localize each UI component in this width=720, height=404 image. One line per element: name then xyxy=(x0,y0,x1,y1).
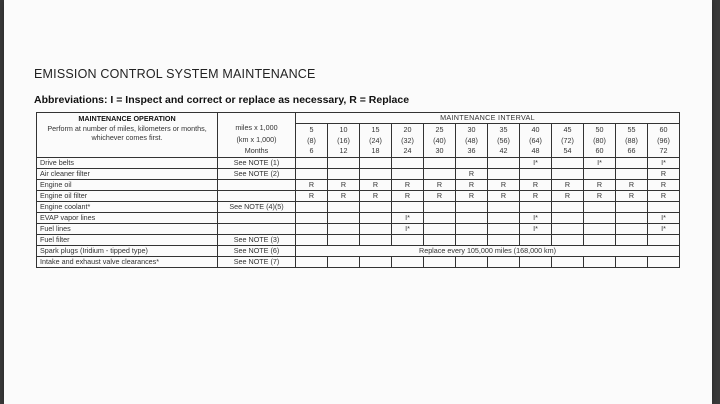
interval-mark-cell xyxy=(520,234,552,245)
interval-column-0 xyxy=(296,124,328,158)
interval-mark-cell xyxy=(648,201,680,212)
interval-km: (72) xyxy=(561,135,574,145)
interval-miles: 40 xyxy=(531,125,540,134)
interval-months: 18 xyxy=(371,146,380,155)
item-name-cell: Intake and exhaust valve clearances* xyxy=(37,256,218,267)
interval-mark-cell xyxy=(488,234,520,245)
interval-mark-cell xyxy=(616,234,648,245)
interval-mark-cell xyxy=(328,201,360,212)
interval-months: 54 xyxy=(563,146,572,155)
interval-mark-cell xyxy=(488,223,520,234)
interval-mark-cell: R xyxy=(424,190,456,201)
interval-mark-cell xyxy=(424,168,456,179)
item-note-cell xyxy=(218,212,296,223)
item-note-cell: See NOTE (7) xyxy=(218,256,296,267)
interval-months: 72 xyxy=(659,146,668,155)
interval-km: (64) xyxy=(529,135,542,145)
units-km: (km x 1,000) xyxy=(236,134,277,144)
interval-km: (56) xyxy=(497,135,510,145)
interval-mark-cell xyxy=(392,201,424,212)
interval-months: 6 xyxy=(309,146,314,155)
interval-mark-cell: R xyxy=(648,190,680,201)
interval-mark-cell xyxy=(456,201,488,212)
interval-mark-cell xyxy=(488,212,520,223)
units-header-cell xyxy=(218,113,296,158)
interval-column-3 xyxy=(392,124,424,158)
merged-interval-cell: Replace every 105,000 miles (168,000 km) xyxy=(296,245,680,256)
interval-mark-cell: R xyxy=(328,190,360,201)
table-header-row xyxy=(37,113,680,124)
interval-mark-cell: R xyxy=(552,190,584,201)
interval-mark-cell xyxy=(552,223,584,234)
interval-miles: 30 xyxy=(467,125,476,134)
interval-mark-cell: I* xyxy=(648,223,680,234)
interval-mark-cell: R xyxy=(488,190,520,201)
interval-mark-cell xyxy=(424,212,456,223)
interval-mark-cell xyxy=(392,168,424,179)
interval-mark-cell xyxy=(424,201,456,212)
interval-mark-cell: R xyxy=(648,168,680,179)
table-row xyxy=(37,212,680,223)
table-row xyxy=(37,201,680,212)
interval-mark-cell: R xyxy=(456,168,488,179)
interval-mark-cell xyxy=(488,168,520,179)
interval-mark-cell xyxy=(296,256,328,267)
interval-km: (40) xyxy=(433,135,446,145)
interval-mark-cell xyxy=(584,256,616,267)
interval-months: 36 xyxy=(467,146,476,155)
interval-miles: 50 xyxy=(595,125,604,134)
interval-miles: 55 xyxy=(627,125,636,134)
interval-months: 66 xyxy=(627,146,636,155)
interval-mark-cell xyxy=(360,223,392,234)
operation-header-title: MAINTENANCE OPERATION xyxy=(78,114,176,123)
interval-mark-cell xyxy=(456,234,488,245)
table-row xyxy=(37,168,680,179)
interval-mark-cell xyxy=(584,168,616,179)
interval-mark-cell xyxy=(488,256,520,267)
interval-mark-cell xyxy=(488,201,520,212)
item-name-cell: Engine oil xyxy=(37,179,218,190)
item-note-cell: See NOTE (3) xyxy=(218,234,296,245)
item-note-cell: See NOTE (1) xyxy=(218,157,296,168)
interval-mark-cell: R xyxy=(584,179,616,190)
interval-mark-cell xyxy=(296,201,328,212)
interval-mark-cell xyxy=(360,157,392,168)
interval-mark-cell xyxy=(648,256,680,267)
interval-mark-cell xyxy=(392,234,424,245)
interval-mark-cell: R xyxy=(392,190,424,201)
interval-column-10 xyxy=(616,124,648,158)
item-name-cell: Spark plugs (Iridium - tipped type) xyxy=(37,245,218,256)
table-row xyxy=(37,223,680,234)
interval-mark-cell: R xyxy=(616,190,648,201)
interval-months: 12 xyxy=(339,146,348,155)
interval-mark-cell xyxy=(296,212,328,223)
interval-months: 60 xyxy=(595,146,604,155)
item-name-cell: EVAP vapor lines xyxy=(37,212,218,223)
interval-miles: 15 xyxy=(371,125,380,134)
interval-mark-cell xyxy=(584,234,616,245)
interval-mark-cell xyxy=(616,157,648,168)
interval-mark-cell xyxy=(520,201,552,212)
interval-column-11 xyxy=(648,124,680,158)
interval-mark-cell: I* xyxy=(392,212,424,223)
interval-mark-cell xyxy=(616,223,648,234)
item-name-cell: Engine oil filter xyxy=(37,190,218,201)
interval-miles: 60 xyxy=(659,125,668,134)
interval-mark-cell xyxy=(616,168,648,179)
interval-mark-cell xyxy=(296,168,328,179)
interval-mark-cell xyxy=(488,157,520,168)
interval-mark-cell xyxy=(552,212,584,223)
operation-header-cell xyxy=(37,113,218,158)
interval-mark-cell: R xyxy=(296,190,328,201)
operation-header-desc: Perform at number of miles, kilometers or months, whichever comes first. xyxy=(47,123,207,142)
interval-column-9 xyxy=(584,124,616,158)
interval-mark-cell xyxy=(456,212,488,223)
interval-miles: 20 xyxy=(403,125,412,134)
interval-mark-cell xyxy=(328,234,360,245)
interval-mark-cell: I* xyxy=(648,212,680,223)
item-note-cell xyxy=(218,223,296,234)
interval-mark-cell xyxy=(648,234,680,245)
interval-column-4 xyxy=(424,124,456,158)
section-title: EMISSION CONTROL SYSTEM MAINTENANCE xyxy=(34,67,316,81)
interval-mark-cell xyxy=(520,256,552,267)
interval-mark-cell xyxy=(360,168,392,179)
interval-mark-cell xyxy=(584,212,616,223)
interval-mark-cell: I* xyxy=(520,223,552,234)
interval-mark-cell: R xyxy=(360,190,392,201)
interval-km: (32) xyxy=(401,135,414,145)
item-note-cell: See NOTE (4)(5) xyxy=(218,201,296,212)
interval-km: (80) xyxy=(593,135,606,145)
interval-mark-cell: R xyxy=(648,179,680,190)
interval-mark-cell xyxy=(328,168,360,179)
interval-mark-cell: I* xyxy=(392,223,424,234)
interval-mark-cell xyxy=(552,234,584,245)
interval-mark-cell: R xyxy=(520,190,552,201)
interval-mark-cell: R xyxy=(392,179,424,190)
interval-mark-cell xyxy=(328,223,360,234)
item-note-cell xyxy=(218,190,296,201)
interval-months: 24 xyxy=(403,146,412,155)
interval-mark-cell xyxy=(552,256,584,267)
interval-mark-cell xyxy=(552,168,584,179)
interval-km: (24) xyxy=(369,135,382,145)
interval-column-6 xyxy=(488,124,520,158)
item-name-cell: Fuel filter xyxy=(37,234,218,245)
interval-mark-cell xyxy=(424,256,456,267)
interval-column-7 xyxy=(520,124,552,158)
interval-mark-cell xyxy=(456,223,488,234)
item-name-cell: Engine coolant* xyxy=(37,201,218,212)
interval-mark-cell: R xyxy=(456,179,488,190)
interval-mark-cell xyxy=(296,234,328,245)
interval-mark-cell xyxy=(456,256,488,267)
item-note-cell: See NOTE (6) xyxy=(218,245,296,256)
interval-mark-cell: I* xyxy=(584,157,616,168)
table-row xyxy=(37,157,680,168)
interval-mark-cell: R xyxy=(424,179,456,190)
interval-mark-cell: R xyxy=(456,190,488,201)
interval-km: (8) xyxy=(307,135,316,145)
interval-mark-cell xyxy=(520,168,552,179)
units-months: Months xyxy=(244,146,269,155)
interval-mark-cell: R xyxy=(360,179,392,190)
interval-mark-cell xyxy=(424,234,456,245)
interval-column-5 xyxy=(456,124,488,158)
item-note-cell xyxy=(218,179,296,190)
interval-mark-cell xyxy=(360,201,392,212)
interval-mark-cell xyxy=(328,212,360,223)
table-row xyxy=(37,234,680,245)
interval-mark-cell: R xyxy=(328,179,360,190)
interval-mark-cell: R xyxy=(584,190,616,201)
interval-mark-cell: I* xyxy=(520,212,552,223)
interval-mark-cell: I* xyxy=(520,157,552,168)
interval-mark-cell: R xyxy=(552,179,584,190)
interval-miles: 5 xyxy=(309,125,314,134)
interval-column-8 xyxy=(552,124,584,158)
interval-mark-cell: R xyxy=(488,179,520,190)
interval-mark-cell xyxy=(296,223,328,234)
interval-km: (48) xyxy=(465,135,478,145)
interval-mark-cell xyxy=(360,256,392,267)
interval-months: 42 xyxy=(499,146,508,155)
interval-mark-cell xyxy=(360,234,392,245)
interval-mark-cell xyxy=(424,157,456,168)
item-name-cell: Drive belts xyxy=(37,157,218,168)
units-miles: miles x 1,000 xyxy=(235,123,278,132)
interval-months: 30 xyxy=(435,146,444,155)
interval-mark-cell xyxy=(360,212,392,223)
interval-mark-cell xyxy=(616,256,648,267)
item-name-cell: Air cleaner filter xyxy=(37,168,218,179)
interval-mark-cell xyxy=(424,223,456,234)
interval-column-1 xyxy=(328,124,360,158)
interval-column-2 xyxy=(360,124,392,158)
interval-km: (16) xyxy=(337,135,350,145)
abbreviations-line: Abbreviations: I = Inspect and correct or replace as necessary, R = Replace xyxy=(34,94,410,106)
interval-mark-cell xyxy=(584,201,616,212)
interval-mark-cell xyxy=(328,256,360,267)
interval-header: MAINTENANCE INTERVAL xyxy=(296,113,680,124)
interval-months: 48 xyxy=(531,146,540,155)
interval-mark-cell xyxy=(616,212,648,223)
interval-mark-cell xyxy=(616,201,648,212)
interval-mark-cell xyxy=(392,256,424,267)
interval-mark-cell: R xyxy=(296,179,328,190)
interval-mark-cell xyxy=(552,157,584,168)
table-row xyxy=(37,256,680,267)
interval-km: (96) xyxy=(657,135,670,145)
interval-miles: 10 xyxy=(339,125,348,134)
table-row xyxy=(37,245,680,256)
interval-mark-cell xyxy=(584,223,616,234)
item-note-cell: See NOTE (2) xyxy=(218,168,296,179)
interval-mark-cell: I* xyxy=(648,157,680,168)
interval-km: (88) xyxy=(625,135,638,145)
interval-mark-cell xyxy=(552,201,584,212)
interval-miles: 35 xyxy=(499,125,508,134)
interval-mark-cell: R xyxy=(616,179,648,190)
interval-mark-cell xyxy=(328,157,360,168)
maintenance-table xyxy=(36,112,680,268)
document-page xyxy=(4,0,712,404)
interval-mark-cell: R xyxy=(520,179,552,190)
interval-mark-cell xyxy=(392,157,424,168)
interval-miles: 25 xyxy=(435,125,444,134)
interval-mark-cell xyxy=(296,157,328,168)
interval-miles: 45 xyxy=(563,125,572,134)
item-name-cell: Fuel lines xyxy=(37,223,218,234)
table-row xyxy=(37,179,680,190)
table-row xyxy=(37,190,680,201)
interval-mark-cell xyxy=(456,157,488,168)
